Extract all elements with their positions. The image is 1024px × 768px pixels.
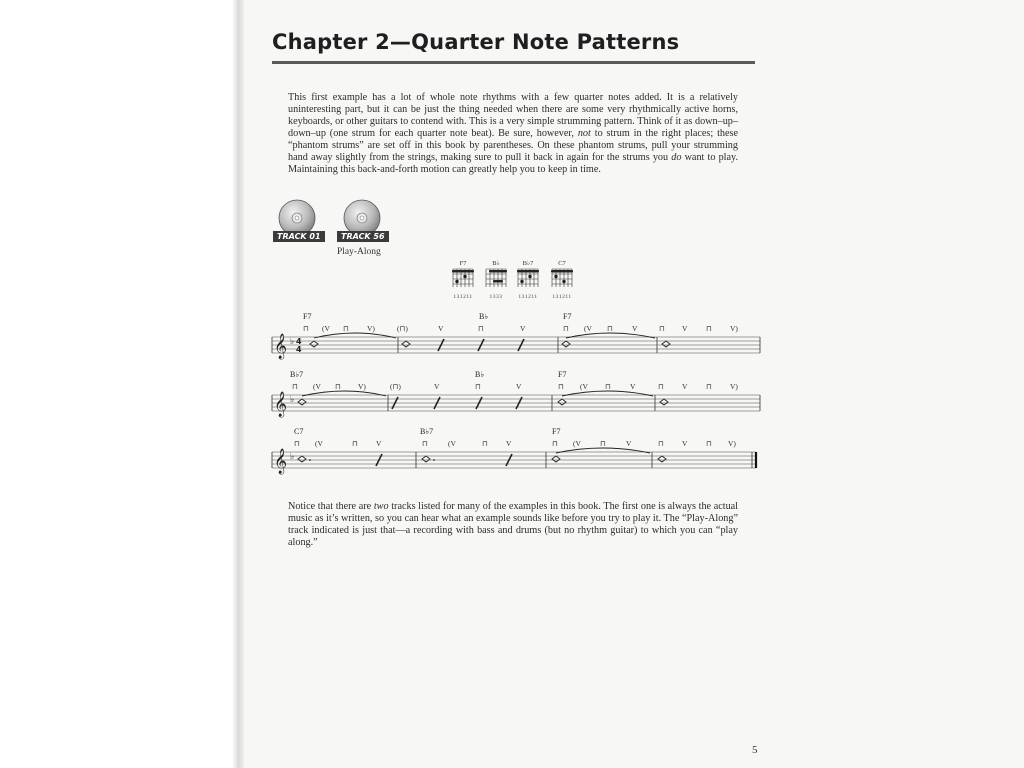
strum-mark: ⊓: [706, 382, 712, 391]
strum-mark: ⊓: [706, 439, 712, 448]
time-signature: 4: [296, 345, 302, 354]
chord-symbol: F7: [552, 427, 561, 436]
strum-mark: ⊓: [475, 382, 481, 391]
dotted-note-dot: [433, 459, 435, 461]
strum-mark: ⊓: [706, 324, 712, 333]
strum-mark: V): [358, 382, 366, 391]
strum-mark: V: [434, 382, 440, 391]
strum-mark: V): [367, 324, 375, 333]
strum-mark: ⊓: [563, 324, 569, 333]
strum-mark: (V: [573, 439, 581, 448]
chord-fingering: 131211: [552, 294, 572, 300]
dotted-note-dot: [309, 459, 311, 461]
strum-mark: ⊓: [343, 324, 349, 333]
strum-mark: (V: [584, 324, 592, 333]
strum-mark: ⊓: [558, 382, 564, 391]
music-system-3: [270, 427, 762, 477]
outro-paragraph: [288, 501, 738, 549]
chord-diagram: [482, 260, 510, 301]
page-number: 5: [752, 744, 758, 756]
strum-mark: (⊓): [397, 324, 408, 333]
chord-diagram-name: C7: [558, 260, 566, 267]
strum-mark: V): [730, 324, 738, 333]
strum-mark: V: [626, 439, 632, 448]
flat-key-signature-icon: ♭: [290, 452, 295, 462]
strum-mark: V: [376, 439, 382, 448]
strum-mark: ⊓: [478, 324, 484, 333]
facing-page-margin: [0, 0, 240, 768]
chord-grid-icon: [514, 267, 542, 289]
chord-diagram: [514, 260, 542, 301]
strum-mark: V: [682, 324, 688, 333]
strum-mark: ⊓: [658, 382, 664, 391]
diamond-note: [552, 456, 560, 462]
strum-mark: ⊓: [292, 382, 298, 391]
strum-mark: V: [682, 439, 688, 448]
strum-mark: (V: [322, 324, 330, 333]
treble-clef-icon: 𝄞: [274, 392, 288, 417]
diamond-note: [422, 456, 430, 462]
diamond-note: [298, 456, 306, 462]
chord-fingering: 1333: [489, 294, 503, 300]
chord-diagram-name: B♭: [492, 260, 500, 267]
diamond-note: [310, 341, 318, 347]
chord-symbol: B♭: [475, 370, 485, 379]
strum-mark: V: [630, 382, 636, 391]
strum-mark: V: [520, 324, 526, 333]
strum-mark: ⊓: [659, 324, 665, 333]
strum-mark: ⊓: [352, 439, 358, 448]
chord-grid-icon: [449, 267, 477, 289]
music-system-1: [270, 312, 762, 362]
strum-mark: ⊓: [335, 382, 341, 391]
intro-text-1: This first example has a lot of whole note rhythms with a few quarter notes added. It is a relatively uninteresting part, but it can be just the thing needed when there are some very rhythmically active horns, keyboards, or other guitars to contend with. This is a very simple strumming pattern. Think of it as down–up–down–up (one strum for each quarter note beat). Be sure, however,: [288, 92, 738, 139]
time-signature: 4: [296, 337, 302, 346]
strum-mark: ⊓: [422, 439, 428, 448]
play-along-label: Play-Along: [337, 247, 381, 257]
diamond-note: [658, 456, 666, 462]
strum-mark: V: [682, 382, 688, 391]
strum-mark: V): [730, 382, 738, 391]
intro-emphasis-do: do: [671, 152, 682, 163]
chord-symbol: B♭7: [420, 427, 434, 436]
track-56-label: TRACK 56: [337, 231, 389, 242]
chord-symbol: F7: [303, 312, 312, 321]
outro-text-2: tracks listed for many of the examples in this book. The first one is always the actual music as it’s written, so you can hear what an example sounds like before you try to play it. The “Play-Along” track indicated is just that—a recording with bass and drums (but no rhythm guitar) to which you can “play along.”: [288, 501, 739, 548]
strum-mark: V: [506, 439, 512, 448]
chord-symbol: B♭7: [290, 370, 304, 379]
track-01-label: TRACK 01: [273, 231, 325, 242]
strum-mark: V: [516, 382, 522, 391]
strum-mark: ⊓: [658, 439, 664, 448]
diamond-note: [562, 341, 570, 347]
chord-diagram: [449, 260, 477, 301]
strum-mark: (⊓): [390, 382, 401, 391]
intro-emphasis-not: not: [577, 128, 591, 139]
chord-diagram-name: B♭7: [522, 260, 534, 267]
diamond-note: [558, 399, 566, 405]
intro-text-3: want to play. Maintaining this back-and-forth motion can greatly help you to keep in time.: [288, 152, 739, 175]
chord-symbol: C7: [294, 427, 304, 436]
chord-diagram: [548, 260, 576, 301]
strum-mark: V: [438, 324, 444, 333]
treble-clef-icon: 𝄞: [274, 334, 288, 359]
outro-emphasis-two: two: [373, 501, 389, 512]
strum-mark: ⊓: [303, 324, 309, 333]
chapter-title: Chapter 2—Quarter Note Patterns: [272, 30, 680, 54]
strum-mark: ⊓: [600, 439, 606, 448]
diamond-note: [662, 341, 670, 347]
strum-mark: (V: [580, 382, 588, 391]
staff-lines: [272, 337, 760, 353]
flat-key-signature-icon: ♭: [290, 337, 295, 347]
chord-fingering: 131211: [518, 294, 538, 300]
chord-symbol: F7: [563, 312, 572, 321]
strum-mark: V: [632, 324, 638, 333]
strum-mark: ⊓: [482, 439, 488, 448]
chord-symbol: F7: [558, 370, 567, 379]
chord-grid-icon: [548, 267, 576, 289]
intro-paragraph: [288, 92, 738, 176]
treble-clef-icon: 𝄞: [274, 449, 288, 474]
strum-mark: V): [728, 439, 736, 448]
strum-mark: ⊓: [607, 324, 613, 333]
strum-mark: (V: [315, 439, 323, 448]
music-system-2: [270, 370, 762, 420]
chord-symbol: B♭: [479, 312, 489, 321]
diamond-note: [660, 399, 668, 405]
flat-key-signature-icon: ♭: [290, 395, 295, 405]
staff-lines: [272, 452, 756, 468]
chord-grid-icon: [482, 267, 510, 289]
diamond-note: [402, 341, 410, 347]
strum-mark: (V: [313, 382, 321, 391]
strum-mark: ⊓: [552, 439, 558, 448]
title-underline: [272, 61, 755, 64]
strum-mark: ⊓: [294, 439, 300, 448]
strum-mark: (V: [448, 439, 456, 448]
diamond-note: [298, 399, 306, 405]
outro-text-1: Notice that there are: [288, 501, 372, 512]
chord-fingering: 131211: [453, 294, 473, 300]
intro-text-2: to strum in the right places; these “phantom strums” are set off in this book by parentheses. On these phantom strums, pull your strumming hand away slightly from the strings, making sure to pull it back in again for the strums you: [288, 128, 739, 163]
chord-diagram-name: F7: [459, 260, 467, 267]
strum-mark: ⊓: [605, 382, 611, 391]
book-gutter-shadow: [232, 0, 244, 768]
